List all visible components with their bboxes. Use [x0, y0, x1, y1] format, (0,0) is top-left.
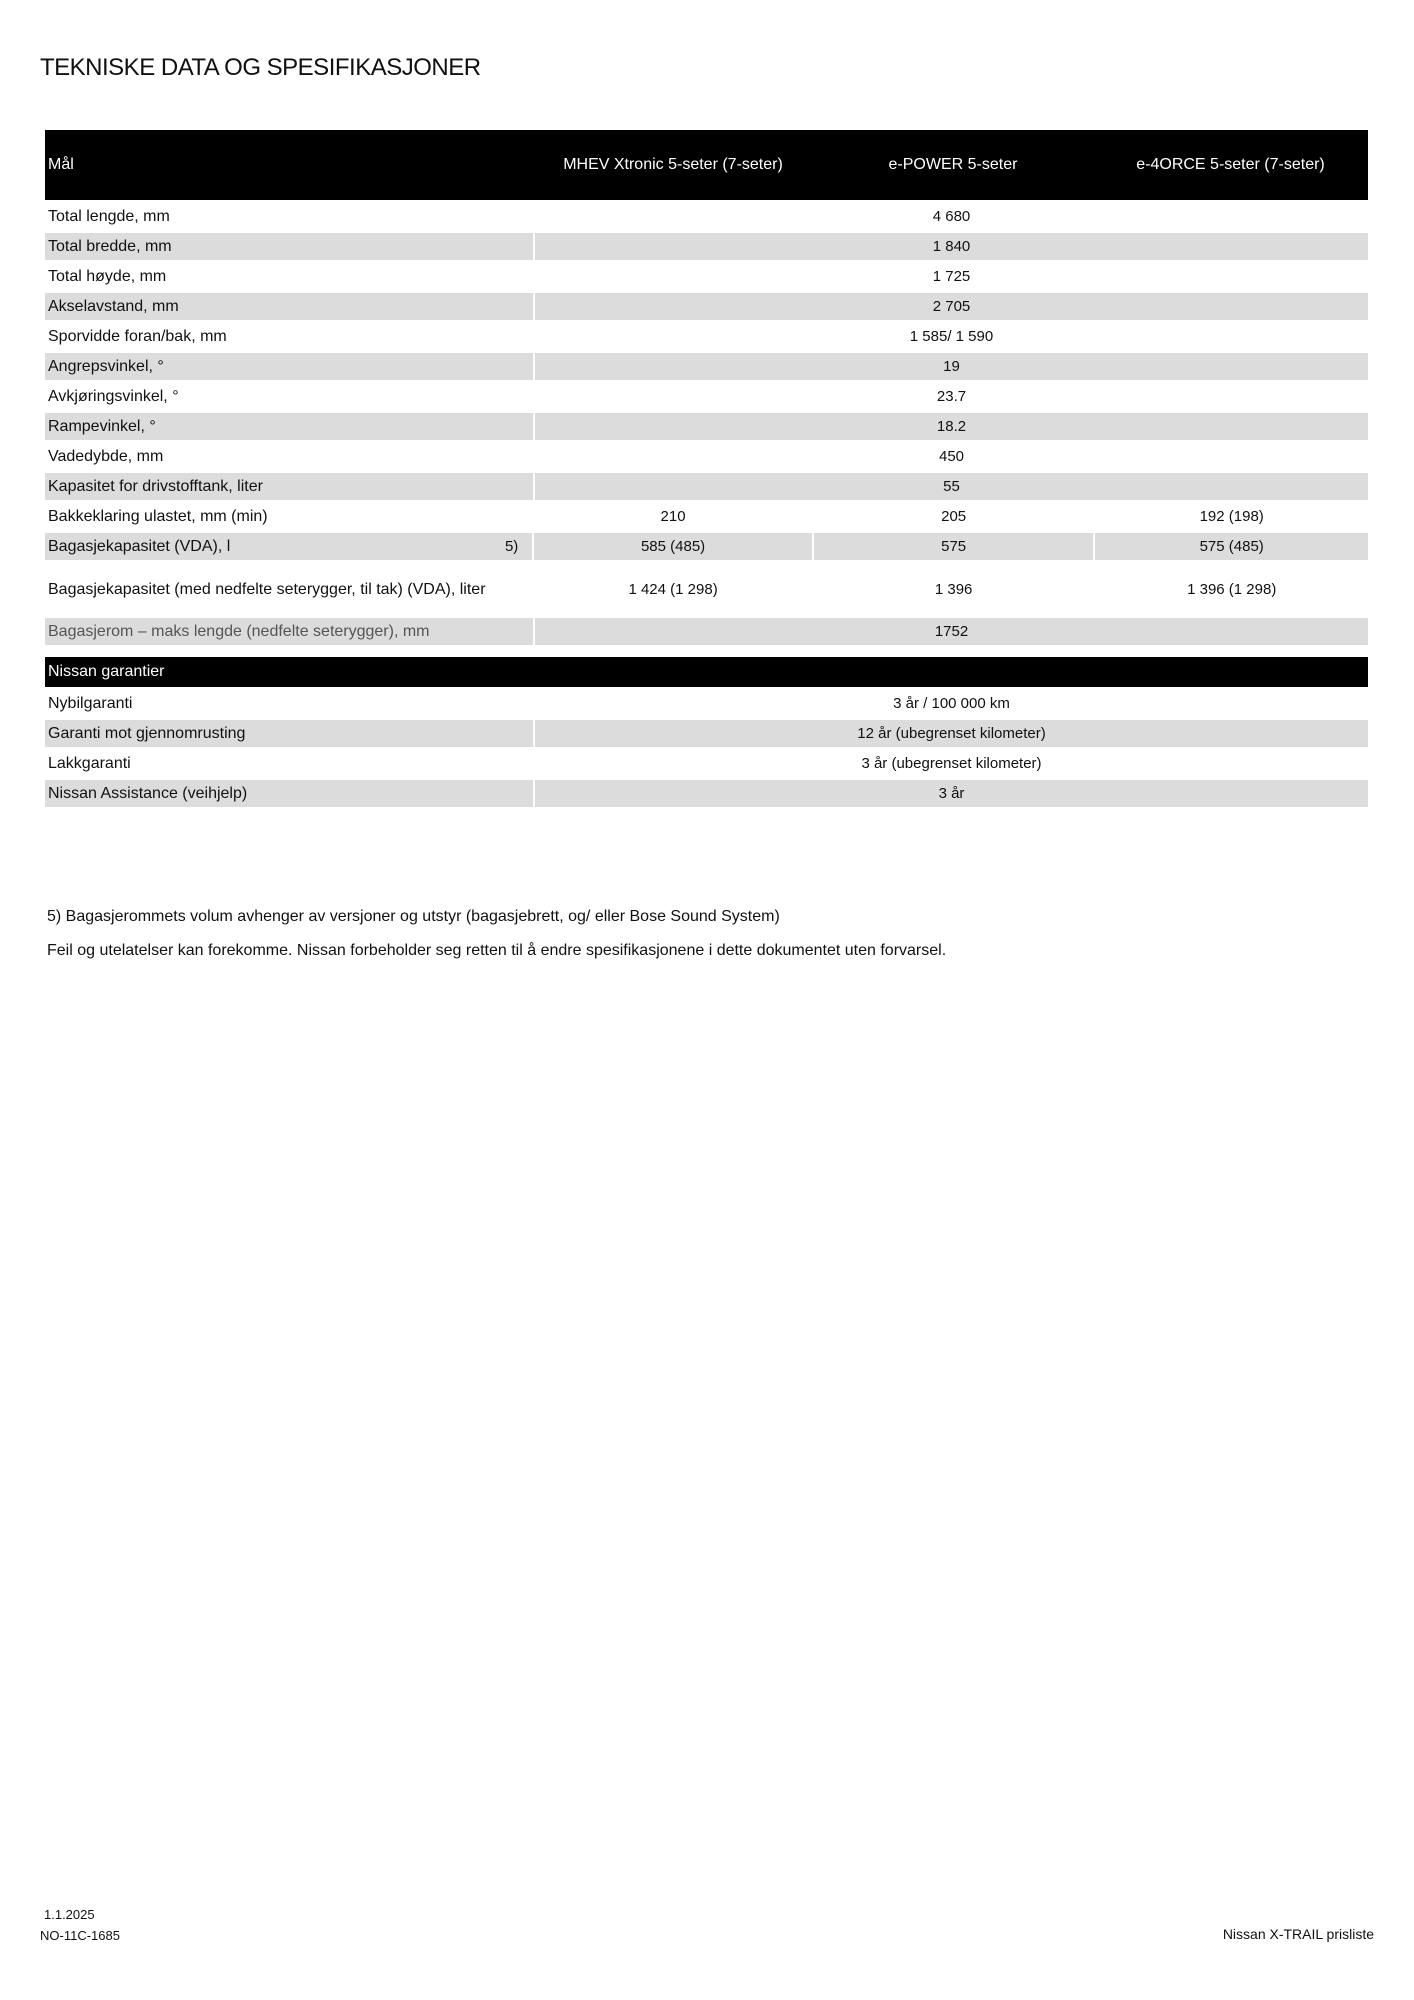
- table-row: [45, 233, 1368, 260]
- row-value: 12 år (ubegrenset kilometer): [535, 720, 1368, 747]
- row-label: [45, 503, 532, 530]
- row-label: Total høyde, mm: [48, 267, 167, 285]
- row-value: 3 år / 100 000 km: [893, 695, 1010, 712]
- table-row: [45, 750, 1368, 777]
- document-product-name: Nissan X-TRAIL prisliste: [1222, 1926, 1374, 1942]
- row-label: Bagasjerom – maks lengde (nedfelte seterygger), mm: [45, 618, 533, 645]
- column-header-mhev: MHEV Xtronic 5-seter (7-seter): [563, 156, 783, 173]
- table-row: [45, 203, 1368, 230]
- table-row: [45, 353, 1368, 380]
- footnote-reference: 5): [504, 538, 519, 555]
- table-row: [45, 263, 1368, 290]
- row-label: Akselavstand, mm: [45, 293, 533, 320]
- row-value: 1 840: [535, 233, 1368, 260]
- row-label: Garanti mot gjennomrusting: [45, 720, 533, 747]
- row-label: Nissan Assistance (veihjelp): [45, 780, 533, 807]
- table-row: [45, 293, 1368, 320]
- table-header: [45, 130, 1368, 200]
- column-header-label: Mål: [48, 156, 74, 173]
- row-value: 18.2: [535, 413, 1368, 440]
- table-row: [45, 720, 1368, 747]
- row-value: 2 705: [535, 293, 1368, 320]
- row-value: 1 585/ 1 590: [909, 328, 994, 345]
- table-row: [45, 413, 1368, 440]
- row-label: Total lengde, mm: [48, 207, 170, 225]
- row-value-e4orce: 575 (485): [1095, 533, 1368, 560]
- row-label: [45, 563, 532, 615]
- table-row: [45, 690, 1368, 717]
- table-row: [45, 323, 1368, 350]
- row-label: Nybilgaranti: [48, 694, 133, 712]
- row-value-epower: 1 396: [934, 580, 973, 598]
- spec-table: [45, 130, 1368, 807]
- row-value-mhev: 585 (485): [534, 533, 812, 560]
- row-label-text: Bagasjekapasitet (VDA), l: [48, 537, 231, 555]
- row-value-mhev: 1 424 (1 298): [628, 580, 718, 598]
- row-value: 55: [535, 473, 1368, 500]
- row-value: 450: [938, 448, 965, 465]
- column-header-epower: e-POWER 5-seter: [888, 156, 1018, 173]
- footnote-5: 5) Bagasjerommets volum avhenger av versjoner og utstyr (bagasjebrett, og/ eller Bose Sound System): [47, 908, 780, 925]
- row-label: Lakkgaranti: [48, 754, 131, 772]
- row-label: Total bredde, mm: [45, 233, 533, 260]
- row-value: 3 år: [535, 780, 1368, 807]
- page-title: TEKNISKE DATA OG SPESIFIKASJONER: [40, 54, 481, 81]
- row-value-e4orce: 192 (198): [1199, 508, 1264, 525]
- document-date: 1.1.2025: [44, 1907, 95, 1922]
- row-value-epower: 205: [941, 508, 967, 525]
- table-row: [45, 473, 1368, 500]
- row-value: 1 725: [932, 268, 971, 285]
- column-header-e4orce: e-4ORCE 5-seter (7-seter): [1136, 156, 1325, 173]
- table-row: [45, 443, 1368, 470]
- row-value: 23.7: [936, 388, 967, 405]
- row-label: Vadedybde, mm: [48, 447, 164, 465]
- row-value: 3 år (ubegrenset kilometer): [861, 755, 1042, 772]
- row-value-epower: 575: [814, 533, 1094, 560]
- row-value: 19: [535, 353, 1368, 380]
- table-row: [45, 618, 1368, 645]
- table-row: [45, 533, 1368, 560]
- row-value-e4orce: 1 396 (1 298): [1187, 580, 1277, 598]
- footnotes: [47, 908, 946, 976]
- row-label-text: Bagasjekapasitet (med nedfelte seterygger, til tak) (VDA), liter: [48, 580, 486, 598]
- row-label: Angrepsvinkel, °: [45, 353, 533, 380]
- row-label: Kapasitet for drivstofftank, liter: [45, 473, 533, 500]
- table-row: [45, 503, 1368, 530]
- row-label: Rampevinkel, °: [45, 413, 533, 440]
- disclaimer: Feil og utelatelser kan forekomme. Nissan forbeholder seg retten til å endre spesifikasjonene i dette dokumentet uten forvarsel.: [47, 942, 947, 959]
- table-row: [45, 780, 1368, 807]
- table-row: [45, 383, 1368, 410]
- row-label-text: Bakkeklaring ulastet, mm (min): [48, 507, 268, 525]
- table-row: [45, 563, 1368, 615]
- row-value: 1752: [535, 618, 1368, 645]
- row-value-mhev: 210: [660, 508, 686, 525]
- warranty-section-header: Nissan garantier: [45, 657, 1368, 687]
- row-label: [45, 533, 532, 560]
- document-code: NO-11C-1685: [40, 1928, 120, 1943]
- row-label: Avkjøringsvinkel, °: [48, 387, 179, 405]
- row-label: Sporvidde foran/bak, mm: [48, 327, 227, 345]
- row-value: 4 680: [932, 208, 971, 225]
